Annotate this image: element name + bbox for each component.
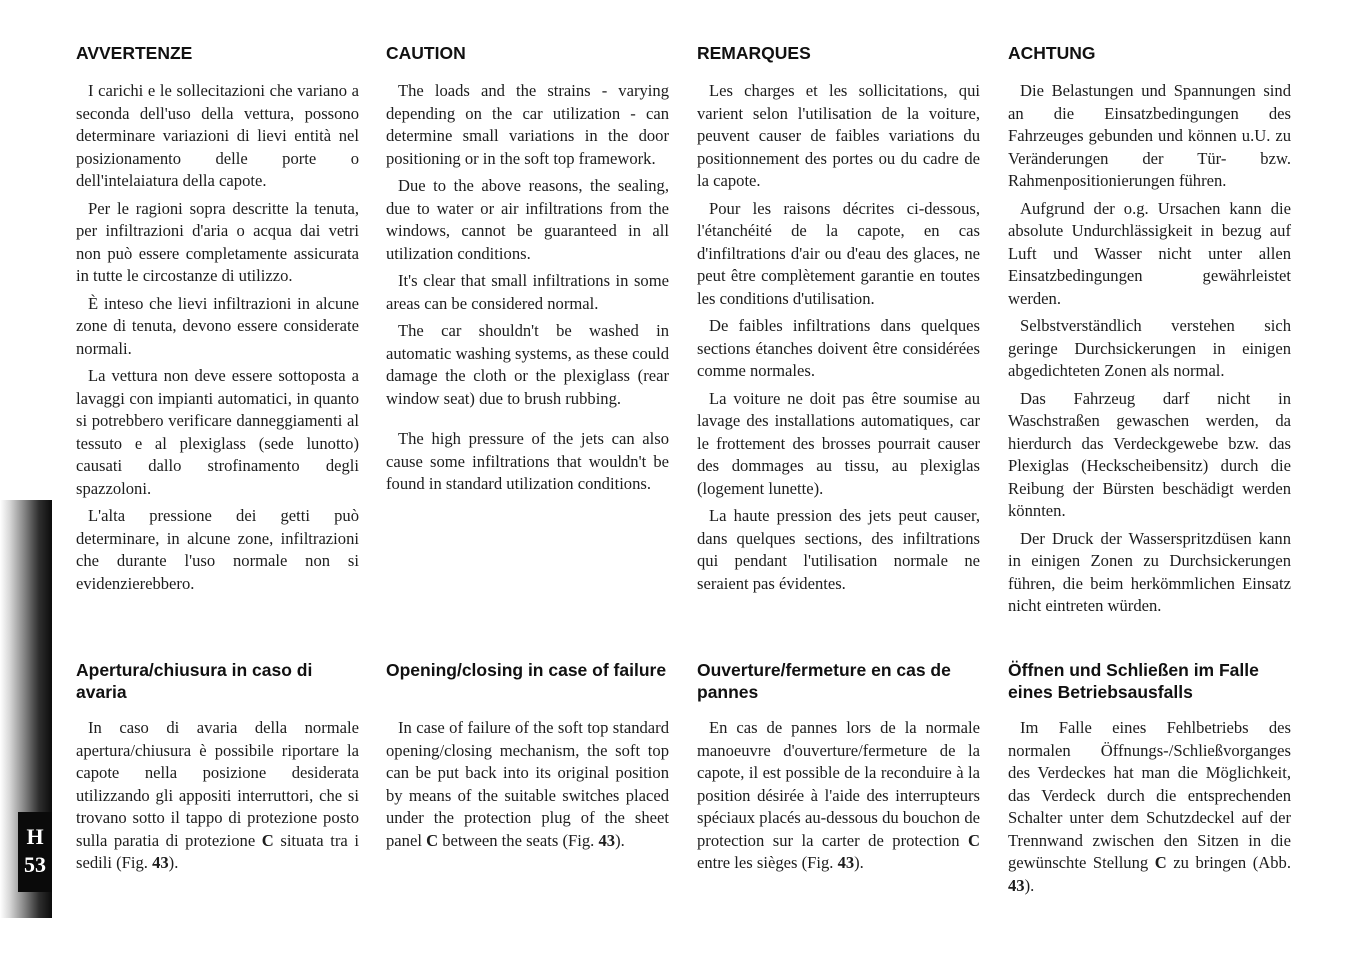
heading-failure: Öffnen und Schließen im Falle eines Betriebsausfalls [1008, 660, 1259, 702]
failure-paragraph [697, 717, 980, 875]
failure-text: In case of failure of the soft top standard opening/closing mechanism, the soft top can be put back into its original position by means of the suitable switches placed under the protection plug of the sheet panel [386, 718, 669, 850]
paragraph: The high pressure of the jets can also cause some infiltrations that wouldn't be found in standard utilization conditions. [386, 429, 669, 493]
component-letter: C [1154, 853, 1167, 872]
paragraph: Aufgrund der o.g. Ursachen kann die absolute Undurchlässigkeit in bezug auf Luft und Wasser nicht unter allen Einsatzbedingungen gewährleistet werden. [1008, 198, 1291, 308]
failure-text-end: ). [168, 853, 179, 872]
paragraph: La haute pression des jets peut causer, dans quelques sections, des infiltrations qui pendant l'utilisation normale ne seraient pas évidentes. [697, 506, 980, 593]
paragraph: È inteso che lievi infiltrazioni in alcune zone di tenuta, devono essere considerate normali. [76, 293, 359, 358]
paragraph: Les charges et les sollicitations, qui varient selon l'utilisation de la voiture, peuvent causer de faibles variations du positionnement des portes ou du cadre de la capote. [697, 81, 980, 190]
heading-failure: Ouverture/fermeture en cas de pannes [697, 660, 951, 702]
failure-text: Im Falle eines Fehlbetriebs des normalen Öffnungs-/Schließvorganges des Verdeckes hat man die Möglichkeit, das Verdeck durch die entsprechenden Schalter unter dem Schutzdeckel auf der Trennwand zwischen den Sitzen in die gewünschte Stellung [1008, 718, 1291, 872]
heading-failure: Apertura/chiusura in caso di avaria [76, 660, 313, 702]
paragraph: De faibles infiltrations dans quelques sections étanches doivent être considérées comme normales. [697, 316, 980, 380]
figure-number: 43 [598, 830, 616, 850]
failure-text-end: ). [1024, 875, 1035, 895]
heading-warnings: REMARQUES [697, 43, 811, 63]
paragraph: Das Fahrzeug darf nicht in Waschstraßen gewaschen werden, da hierdurch das Verdeckgewebe bzw. das Plexiglas (Heckscheibensitz) durch die Reibung der Bürsten beschädigt werden könnten. [1008, 388, 1291, 520]
failure-text-end: ). [854, 853, 864, 872]
failure-text-mid: between the seats (Fig. [442, 830, 595, 850]
paragraph: Selbstverständlich verstehen sich geringe Durchsickerungen in einigen abgedichteten Zonen als normal. [1008, 316, 1291, 380]
column-english [386, 40, 669, 920]
failure-text: In caso di avaria della normale apertura/chiusura è possibile riportare la capote nella posizione desiderata utilizzando gli appositi interruttori, che si trovano sotto il tappo di protezione posto sulla paratia di protezione [76, 718, 359, 850]
component-letter: C [968, 830, 980, 850]
paragraph: The loads and the strains - varying depending on the car utilization - can determine small variations in the door positioning or in the soft top framework. [386, 81, 669, 168]
failure-section [697, 659, 980, 880]
paragraph: La voiture ne doit pas être soumise au lavage des installations automatiques, car le frottement des brosses pourrait causer des dommages au tissu, au plexiglas (logement lunette). [697, 388, 980, 498]
column-german [1008, 40, 1291, 920]
failure-paragraph [386, 717, 669, 852]
figure-number: 43 [837, 853, 855, 872]
paragraph: L'alta pressione dei getti può determinare, in alcune zone, infiltrazioni che durante l'uso normale non si evidenzierebbero. [76, 506, 359, 593]
paragraph: It's clear that small infiltrations in some areas can be considered normal. [386, 271, 669, 313]
column-italian [76, 40, 359, 920]
failure-section [386, 659, 669, 857]
heading-failure: Opening/closing in case of failure [386, 660, 667, 680]
failure-text: En cas de pannes lors de la normale manoeuvre d'ouverture/fermeture de la capote, il est possible de la reconduire à la position désirée à l'aide des interrupteurs spéciaux placés au-dessous du bouchon de protection sur la carter de protection [697, 718, 980, 850]
component-letter: C [426, 830, 439, 850]
failure-section [1008, 659, 1291, 902]
paragraph: Pour les raisons décrites ci-dessous, l'étanchéité de la capote, en cas d'infiltrations d'air ou d'eau des glaces, ne peut être complètement garantie en toutes les conditions d'utilisation. [697, 198, 980, 308]
failure-text-mid: entre les sièges (Fig. [697, 853, 834, 872]
paragraph: Der Druck der Wasserspritzdüsen kann in einigen Zonen zu Durchsickerungen führen, die beim herkömmlichen Einsatz nicht eintreten würden. [1008, 528, 1291, 615]
component-letter: C [261, 830, 274, 850]
paragraph: Die Belastungen und Spannungen sind an die Einsatzbedingungen des Fahrzeuges gebunden und können u.U. zu Veränderungen der Tür- bzw. Rahmenpositionierungen führen. [1008, 81, 1291, 190]
heading-warnings: AVVERTENZE [76, 43, 193, 63]
paragraph: I carichi e le sollecitazioni che variano a seconda dell'uso della vettura, possono determinare variazioni di lievi entità nel posizionamento delle porte o dell'intelaiatura della capote. [76, 81, 359, 190]
failure-text-end: ). [615, 830, 625, 850]
paragraph: The car shouldn't be washed in automatic washing systems, as these could damage the cloth or the plexiglass (rear window seat) due to brush rubbing. [386, 321, 669, 408]
figure-number: 43 [1008, 875, 1025, 895]
heading-warnings: CAUTION [386, 43, 466, 63]
column-french [697, 40, 980, 920]
failure-section [76, 659, 359, 880]
page-number: 53 [24, 852, 46, 877]
paragraph: Per le ragioni sopra descritte la tenuta, per infiltrazioni d'aria o acqua dai vetri non può essere completamente assicurata in tutte le circostanze di utilizzo. [76, 198, 359, 285]
failure-paragraph [76, 717, 359, 875]
figure-number: 43 [152, 853, 169, 872]
paragraph: La vettura non deve essere sottoposta a lavaggi con impianti automatici, in quanto si potrebbero verificare danneggiamenti al tessuto e al plexiglass (sede lunotto) causati dallo strofinamento degli spazzoloni. [76, 366, 359, 498]
failure-paragraph [1008, 717, 1291, 897]
heading-warnings: ACHTUNG [1008, 43, 1096, 63]
section-letter: H [26, 824, 44, 849]
failure-text-mid: zu bringen (Abb. [1173, 853, 1291, 872]
failure-text-mid: situata tra i sedili (Fig. [76, 830, 359, 872]
paragraph: Due to the above reasons, the sealing, due to water or air infiltrations from the windows, cannot be guaranteed in all utilization conditions. [386, 176, 669, 263]
